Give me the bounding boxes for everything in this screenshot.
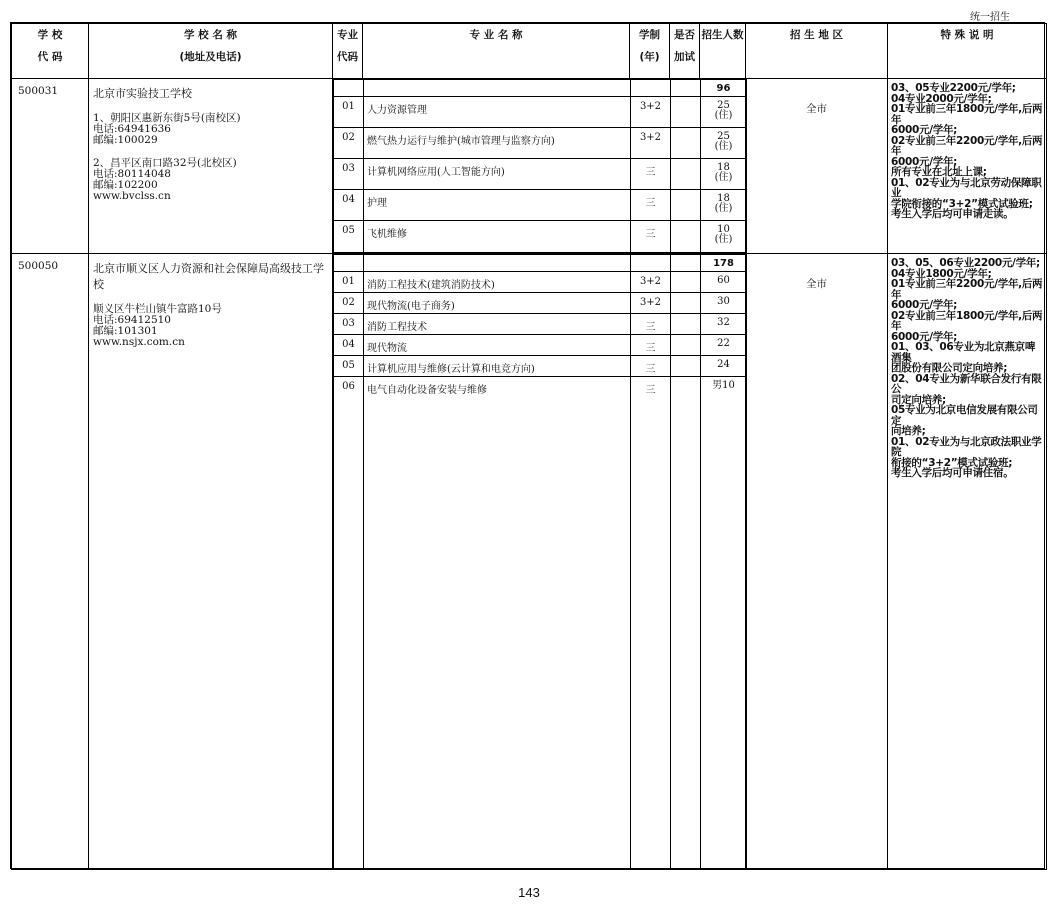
- major-count: 60: [701, 272, 747, 293]
- major-count: 22: [701, 335, 747, 356]
- major-extra-test: [671, 356, 701, 377]
- school-total: 96: [701, 80, 747, 97]
- major-extra-test: [671, 377, 701, 869]
- major-name: 飞机维修: [364, 221, 631, 253]
- major-duration: 三: [631, 190, 671, 221]
- major-count: 24: [701, 356, 747, 377]
- page-number: 143: [518, 885, 540, 900]
- school-name: 北京市实验技工学校: [93, 87, 192, 100]
- majors-block: [333, 254, 746, 870]
- table-row: [334, 97, 747, 128]
- major-duration: 3+2: [631, 293, 671, 314]
- majors-table: [333, 79, 747, 253]
- major-name: 电气自动化设备安装与维修: [364, 377, 631, 869]
- major-name: 消防工程技术(建筑消防技术): [364, 272, 631, 293]
- major-count: 18 (住): [701, 159, 747, 190]
- major-extra-test: [671, 190, 701, 221]
- main-grid: [11, 23, 1047, 870]
- school-total-row: [334, 255, 747, 272]
- major-extra-test: [671, 159, 701, 190]
- table-row: [334, 221, 747, 253]
- major-extra-test: [671, 335, 701, 356]
- school-total: 178: [701, 255, 747, 272]
- major-code: 02: [334, 128, 364, 159]
- major-name: 现代物流(电子商务): [364, 293, 631, 314]
- table-row: [334, 190, 747, 221]
- school-address-line: 邮编:100029: [93, 134, 158, 146]
- table-row: [334, 356, 747, 377]
- school-code: 500031: [12, 79, 89, 254]
- major-code: 05: [334, 356, 364, 377]
- school-address-line: 电话:69412510: [93, 314, 171, 326]
- table-row: [334, 314, 747, 335]
- header-row: [12, 24, 1047, 79]
- major-duration: 3+2: [631, 128, 671, 159]
- major-code: 06: [334, 377, 364, 869]
- major-extra-test: [671, 272, 701, 293]
- enrollment-table: [10, 22, 1045, 869]
- major-name: 燃气热力运行与维护(城市管理与监察方向): [364, 128, 631, 159]
- header-school-name: 学 校 名 称 (地址及电话): [89, 24, 333, 79]
- major-duration: 三: [631, 159, 671, 190]
- school-address-line: www.nsjx.com.cn: [93, 336, 185, 348]
- school-name: 北京市顺义区人力资源和社会保障局高级技工学校: [93, 262, 324, 291]
- major-duration: 三: [631, 314, 671, 335]
- school-address-line: 邮编:101301: [93, 325, 158, 337]
- major-code: 04: [334, 190, 364, 221]
- school-code: 500050: [12, 254, 89, 870]
- major-code: 03: [334, 314, 364, 335]
- major-code: 05: [334, 221, 364, 253]
- table-row: [334, 335, 747, 356]
- school-address-line: www.bvclss.cn: [93, 190, 171, 202]
- major-count: 10 (住): [701, 221, 747, 253]
- school-region: 全市: [746, 254, 888, 870]
- major-extra-test: [671, 128, 701, 159]
- major-count: 25 (住): [701, 128, 747, 159]
- major-name: 计算机网络应用(人工智能方向): [364, 159, 631, 190]
- school-address-line: 2、昌平区南口路32号(北校区): [93, 157, 237, 169]
- header-duration: 学制 (年): [630, 24, 670, 79]
- major-duration: 三: [631, 356, 671, 377]
- major-code: 03: [334, 159, 364, 190]
- majors-table: [333, 254, 747, 869]
- school-address-line: 电话:80114048: [93, 168, 171, 180]
- school-name-cell: [89, 254, 333, 870]
- header-major-code: 专业 代码: [333, 24, 363, 79]
- header-extra-test: 是否 加试: [670, 24, 700, 79]
- major-name: 消防工程技术: [364, 314, 631, 335]
- majors-block: [333, 79, 746, 254]
- major-extra-test: [671, 314, 701, 335]
- major-extra-test: [671, 97, 701, 128]
- major-code: 02: [334, 293, 364, 314]
- school-name-cell: [89, 79, 333, 254]
- school-row-500031: [12, 79, 1047, 254]
- table-row: [334, 128, 747, 159]
- school-address-line: 顺义区牛栏山镇牛富路10号: [93, 303, 222, 315]
- major-duration: 3+2: [631, 97, 671, 128]
- school-address-line: 电话:64941636: [93, 123, 171, 135]
- header-notes: 特 殊 说 明: [888, 24, 1047, 79]
- school-total-row: [334, 80, 747, 97]
- header-school-code: 学 校 代 码: [12, 24, 89, 79]
- school-notes: 03、05、06专业2200元/学年; 04专业1800元/学年; 01专业前三年2200元/学年,后两年 6000元/学年; 02专业前三年1800元/学年,后两年 6000元/学年; 01、03、06专业为北京燕京啤酒集 团股份有限公司定向培养; 02、04专业为新华联合发行有限公 司定向培养; 05专业为北京电信发展有限公司定 向培养; 01、02专业为与北京政法职业学院 衔接的“3+2”模式试验班; 考生入学后均可申请住宿。: [888, 254, 1047, 870]
- major-extra-test: [671, 293, 701, 314]
- major-count: 男10: [701, 377, 747, 869]
- major-code: 01: [334, 272, 364, 293]
- school-address-line: 邮编:102200: [93, 179, 158, 191]
- major-duration: 3+2: [631, 272, 671, 293]
- major-count: 30: [701, 293, 747, 314]
- major-duration: 三: [631, 221, 671, 253]
- header-region: 招 生 地 区: [746, 24, 888, 79]
- table-row: [334, 159, 747, 190]
- table-row: [334, 377, 747, 869]
- major-duration: 三: [631, 377, 671, 869]
- major-count: 32: [701, 314, 747, 335]
- header-enrollment: 招生人数: [700, 24, 746, 79]
- school-region: 全市: [746, 79, 888, 254]
- major-duration: 三: [631, 335, 671, 356]
- major-code: 04: [334, 335, 364, 356]
- table-row: [334, 293, 747, 314]
- school-row-500050: [12, 254, 1047, 870]
- major-code: 01: [334, 97, 364, 128]
- major-name: 现代物流: [364, 335, 631, 356]
- major-extra-test: [671, 221, 701, 253]
- major-name: 计算机应用与维修(云计算和电竞方向): [364, 356, 631, 377]
- school-address-line: 1、朝阳区惠新东街5号(南校区): [93, 112, 241, 124]
- school-notes: 03、05专业2200元/学年; 04专业2000元/学年; 01专业前三年1800元/学年,后两年 6000元/学年; 02专业前三年2200元/学年,后两年 6000元/学年; 所有专业在北址上课; 01、02专业为与北京劳动保障职业 学院衔接的“3+2”模式试验班; 考生入学后均可申请走读。: [888, 79, 1047, 254]
- major-count: 25 (住): [701, 97, 747, 128]
- major-name: 人力资源管理: [364, 97, 631, 128]
- top-label: 统一招生: [970, 12, 1010, 23]
- header-major-name: 专 业 名 称: [363, 24, 630, 79]
- table-row: [334, 272, 747, 293]
- major-name: 护理: [364, 190, 631, 221]
- major-count: 18 (住): [701, 190, 747, 221]
